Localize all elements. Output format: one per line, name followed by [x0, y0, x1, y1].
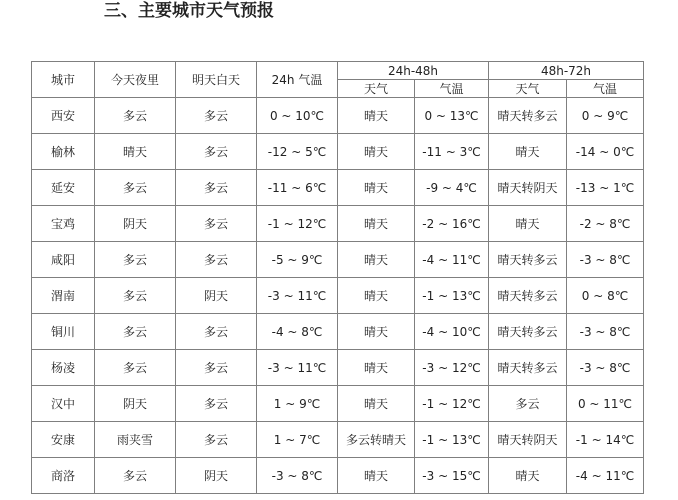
city-cell: 西安	[32, 98, 95, 134]
temp-48h-cell: -4 ~ 10℃	[415, 314, 489, 350]
temp-24h-cell: -12 ~ 5℃	[257, 134, 338, 170]
tomorrow-day-cell: 多云	[176, 386, 257, 422]
temp-48h-cell: -4 ~ 11℃	[415, 242, 489, 278]
weather-48h-cell: 晴天	[338, 134, 415, 170]
temp-24h-cell: -3 ~ 11℃	[257, 350, 338, 386]
city-cell: 杨凌	[32, 350, 95, 386]
temp-72h-cell: -4 ~ 11℃	[567, 458, 644, 494]
weather-48h-cell: 晴天	[338, 170, 415, 206]
temp-24h-cell: 0 ~ 10℃	[257, 98, 338, 134]
weather-48h-cell: 晴天	[338, 278, 415, 314]
weather-72h-cell: 晴天转多云	[489, 98, 567, 134]
city-cell: 渭南	[32, 278, 95, 314]
weather-48h-cell: 多云转晴天	[338, 422, 415, 458]
table-row	[32, 386, 644, 422]
table-row	[32, 278, 644, 314]
header-weather-48h: 天气	[338, 80, 415, 98]
temp-72h-cell: 0 ~ 8℃	[567, 278, 644, 314]
header-temp-72h: 气温	[567, 80, 644, 98]
temp-24h-cell: -1 ~ 12℃	[257, 206, 338, 242]
table-row	[32, 206, 644, 242]
header-city: 城市	[32, 62, 95, 98]
temp-72h-cell: -3 ~ 8℃	[567, 314, 644, 350]
table-row	[32, 242, 644, 278]
tonight-cell: 多云	[95, 170, 176, 206]
weather-72h-cell: 晴天	[489, 134, 567, 170]
temp-72h-cell: 0 ~ 9℃	[567, 98, 644, 134]
weather-72h-cell: 晴天	[489, 458, 567, 494]
tomorrow-day-cell: 多云	[176, 314, 257, 350]
weather-72h-cell: 晴天转多云	[489, 350, 567, 386]
temp-72h-cell: -1 ~ 14℃	[567, 422, 644, 458]
header-weather-72h: 天气	[489, 80, 567, 98]
tonight-cell: 多云	[95, 350, 176, 386]
city-cell: 延安	[32, 170, 95, 206]
temp-48h-cell: -3 ~ 12℃	[415, 350, 489, 386]
tonight-cell: 阴天	[95, 206, 176, 242]
tomorrow-day-cell: 多云	[176, 422, 257, 458]
tomorrow-day-cell: 多云	[176, 170, 257, 206]
header-temp-24h: 24h 气温	[257, 62, 338, 98]
table-row	[32, 170, 644, 206]
section-title: 三、主要城市天气预报	[104, 1, 274, 21]
temp-72h-cell: 0 ~ 11℃	[567, 386, 644, 422]
weather-48h-cell: 晴天	[338, 242, 415, 278]
header-temp-48h: 气温	[415, 80, 489, 98]
weather-48h-cell: 晴天	[338, 386, 415, 422]
weather-48h-cell: 晴天	[338, 98, 415, 134]
tomorrow-day-cell: 多云	[176, 350, 257, 386]
table-row	[32, 98, 644, 134]
temp-72h-cell: -3 ~ 8℃	[567, 242, 644, 278]
tomorrow-day-cell: 阴天	[176, 278, 257, 314]
temp-48h-cell: -1 ~ 13℃	[415, 278, 489, 314]
temp-24h-cell: 1 ~ 7℃	[257, 422, 338, 458]
city-cell: 安康	[32, 422, 95, 458]
table-row	[32, 422, 644, 458]
weather-48h-cell: 晴天	[338, 314, 415, 350]
header-row	[32, 62, 644, 80]
table-row	[32, 350, 644, 386]
temp-48h-cell: -9 ~ 4℃	[415, 170, 489, 206]
temp-48h-cell: -3 ~ 15℃	[415, 458, 489, 494]
weather-72h-cell: 晴天	[489, 206, 567, 242]
temp-72h-cell: -13 ~ 1℃	[567, 170, 644, 206]
tonight-cell: 多云	[95, 98, 176, 134]
tonight-cell: 多云	[95, 458, 176, 494]
tonight-cell: 雨夹雪	[95, 422, 176, 458]
weather-72h-cell: 晴天转阴天	[489, 422, 567, 458]
temp-24h-cell: -5 ~ 9℃	[257, 242, 338, 278]
temp-24h-cell: -3 ~ 11℃	[257, 278, 338, 314]
weather-72h-cell: 晴天转多云	[489, 242, 567, 278]
city-cell: 汉中	[32, 386, 95, 422]
tomorrow-day-cell: 阴天	[176, 458, 257, 494]
temp-24h-cell: 1 ~ 9℃	[257, 386, 338, 422]
city-cell: 榆林	[32, 134, 95, 170]
weather-48h-cell: 晴天	[338, 350, 415, 386]
city-cell: 铜川	[32, 314, 95, 350]
tomorrow-day-cell: 多云	[176, 134, 257, 170]
weather-72h-cell: 晴天转阴天	[489, 170, 567, 206]
table-row	[32, 458, 644, 494]
temp-48h-cell: -11 ~ 3℃	[415, 134, 489, 170]
tonight-cell: 多云	[95, 278, 176, 314]
temp-48h-cell: -2 ~ 16℃	[415, 206, 489, 242]
temp-48h-cell: -1 ~ 12℃	[415, 386, 489, 422]
table-row	[32, 134, 644, 170]
tomorrow-day-cell: 多云	[176, 242, 257, 278]
tonight-cell: 晴天	[95, 134, 176, 170]
weather-72h-cell: 多云	[489, 386, 567, 422]
temp-48h-cell: -1 ~ 13℃	[415, 422, 489, 458]
header-group-48-72h: 48h-72h	[489, 62, 644, 80]
header-tomorrow-day: 明天白天	[176, 62, 257, 98]
tomorrow-day-cell: 多云	[176, 206, 257, 242]
forecast-table	[31, 61, 644, 494]
tonight-cell: 多云	[95, 314, 176, 350]
city-cell: 宝鸡	[32, 206, 95, 242]
temp-24h-cell: -11 ~ 6℃	[257, 170, 338, 206]
temp-24h-cell: -3 ~ 8℃	[257, 458, 338, 494]
city-cell: 商洛	[32, 458, 95, 494]
temp-72h-cell: -14 ~ 0℃	[567, 134, 644, 170]
header-group-24-48h: 24h-48h	[338, 62, 489, 80]
tonight-cell: 多云	[95, 242, 176, 278]
temp-24h-cell: -4 ~ 8℃	[257, 314, 338, 350]
weather-48h-cell: 晴天	[338, 206, 415, 242]
weather-48h-cell: 晴天	[338, 458, 415, 494]
tonight-cell: 阴天	[95, 386, 176, 422]
temp-48h-cell: 0 ~ 13℃	[415, 98, 489, 134]
temp-72h-cell: -2 ~ 8℃	[567, 206, 644, 242]
tomorrow-day-cell: 多云	[176, 98, 257, 134]
temp-72h-cell: -3 ~ 8℃	[567, 350, 644, 386]
header-tonight: 今天夜里	[95, 62, 176, 98]
table-row	[32, 314, 644, 350]
weather-72h-cell: 晴天转多云	[489, 314, 567, 350]
city-cell: 咸阳	[32, 242, 95, 278]
weather-72h-cell: 晴天转多云	[489, 278, 567, 314]
